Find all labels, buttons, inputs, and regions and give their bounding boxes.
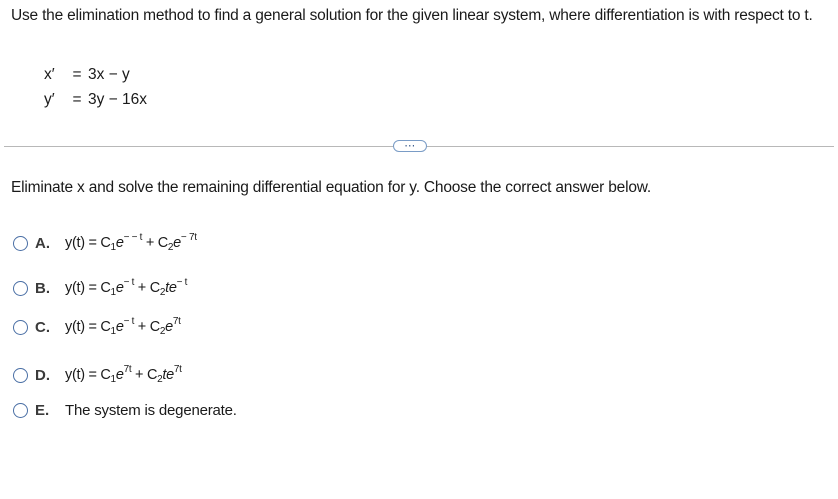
option-formula: $y(t) = C_1e^{- t} + C_2e^{7t}$	[65, 316, 181, 337]
answer-option-a[interactable]	[13, 230, 197, 256]
radio-button-icon[interactable]	[13, 281, 28, 296]
equation-2-sign: =	[72, 91, 82, 108]
option-letter: D.	[35, 366, 50, 384]
option-text: The system is degenerate.	[65, 401, 237, 419]
option-letter: C.	[35, 318, 50, 336]
radio-button-icon[interactable]	[13, 320, 28, 335]
answer-option-b[interactable]	[13, 275, 187, 301]
option-letter: A.	[35, 234, 50, 252]
option-formula: $y(t) = C_1e^{- - t} + C_2e^{- 7t}$	[65, 232, 197, 253]
equation-1-lhs: x′	[44, 66, 55, 83]
radio-button-icon[interactable]	[13, 403, 28, 418]
equation-1	[44, 62, 147, 87]
option-formula: $y(t) = C_1e^{- t} + C_2te^{- t}$	[65, 277, 188, 298]
equation-1-sign: =	[72, 66, 82, 83]
equation-2-rhs: 3y − 16x	[88, 91, 148, 108]
expand-more-button[interactable]: ⋯	[393, 140, 427, 152]
radio-button-icon[interactable]	[13, 236, 28, 251]
answer-option-c[interactable]	[13, 314, 181, 340]
option-letter: B.	[35, 279, 50, 297]
instruction-text: Eliminate x and solve the remaining differential equation for y. Choose the correct answer below.	[11, 179, 652, 196]
equation-2-lhs: y′	[44, 91, 55, 108]
question-text: Use the elimination method to find a general solution for the given linear system, where differentiation is with respect to t.	[11, 7, 813, 24]
radio-button-icon[interactable]	[13, 368, 28, 383]
equation-2	[44, 87, 147, 112]
linear-system	[44, 62, 147, 112]
option-formula: $y(t) = C_1e^{7t} + C_2te^{7t}$	[65, 364, 182, 385]
option-letter: E.	[35, 401, 50, 419]
answer-option-d[interactable]	[13, 362, 182, 388]
equation-1-rhs: 3x − y	[88, 66, 130, 83]
answer-option-e[interactable]	[13, 397, 237, 423]
